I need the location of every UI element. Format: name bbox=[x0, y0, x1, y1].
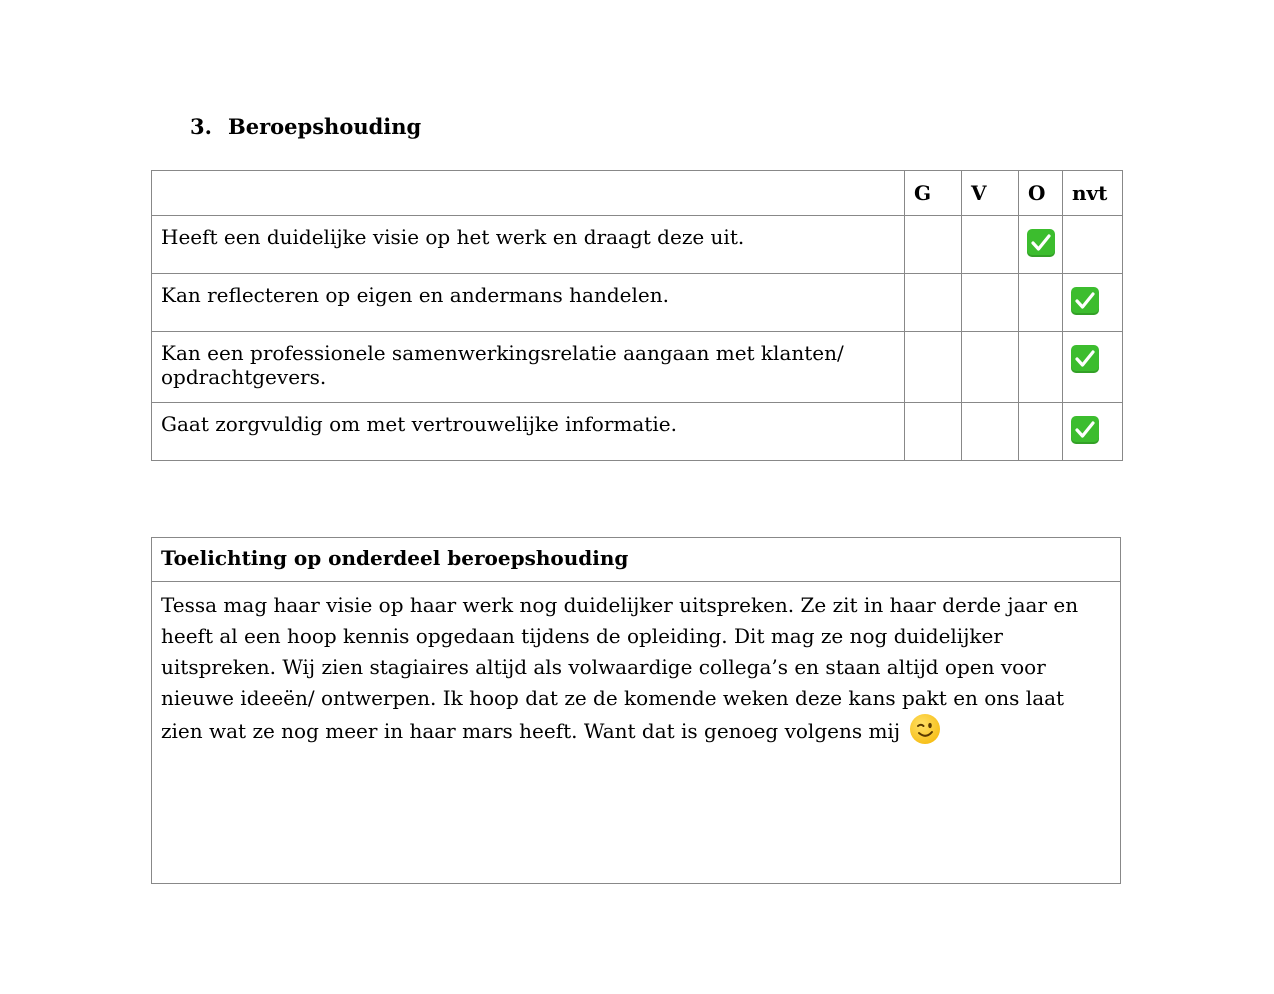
cell-o bbox=[1019, 274, 1063, 332]
explanation-body-wrapper bbox=[152, 582, 1120, 747]
explanation-title: Toelichting op onderdeel beroepshouding bbox=[152, 538, 1120, 582]
criterion-cell: Gaat zorgvuldig om met vertrouwelijke informatie. bbox=[152, 403, 905, 461]
table-row bbox=[152, 332, 1123, 403]
header-v: V bbox=[962, 171, 1019, 216]
table-row bbox=[152, 403, 1123, 461]
cell-g bbox=[905, 403, 962, 461]
explanation-box bbox=[151, 537, 1121, 884]
cell-o bbox=[1019, 216, 1063, 274]
cell-o bbox=[1019, 332, 1063, 403]
cell-v bbox=[962, 403, 1019, 461]
check-mark-icon bbox=[1071, 345, 1099, 373]
table-row bbox=[152, 216, 1123, 274]
cell-nvt bbox=[1063, 403, 1123, 461]
cell-v bbox=[962, 332, 1019, 403]
cell-o bbox=[1019, 403, 1063, 461]
table-row bbox=[152, 274, 1123, 332]
header-g: G bbox=[905, 171, 962, 216]
criterion-cell: Kan een professionele samenwerkingsrelatie aangaan met klanten/ opdrachtgevers. bbox=[152, 332, 905, 403]
header-o: O bbox=[1019, 171, 1063, 216]
explanation-body: Tessa mag haar visie op haar werk nog duidelijker uitspreken. Ze zit in haar derde jaar en heeft al een hoop kennis opgedaan tijdens de opleiding. Dit mag ze nog duidelijker uitspreken. Wij zien stagiaires altijd als volwaardige collega’s en staan altijd open voor nieuwe ideeën/ ontwerpen. Ik hoop dat ze de komende weken deze kans pakt en ons laat zien wat ze nog meer in haar mars heeft. Want dat is genoeg volgens mij bbox=[161, 593, 1079, 743]
cell-nvt bbox=[1063, 216, 1123, 274]
cell-v bbox=[962, 216, 1019, 274]
cell-g bbox=[905, 332, 962, 403]
criteria-table bbox=[151, 170, 1123, 461]
check-mark-icon bbox=[1071, 416, 1099, 444]
section-title: Beroepshouding bbox=[228, 114, 422, 139]
section-number: 3. bbox=[190, 114, 212, 139]
cell-v bbox=[962, 274, 1019, 332]
cell-g bbox=[905, 216, 962, 274]
check-mark-icon bbox=[1027, 229, 1055, 257]
criterion-cell: Heeft een duidelijke visie op het werk en draagt deze uit. bbox=[152, 216, 905, 274]
cell-nvt bbox=[1063, 332, 1123, 403]
check-mark-icon bbox=[1071, 287, 1099, 315]
table-header-row bbox=[152, 171, 1123, 216]
section-heading bbox=[190, 114, 421, 139]
cell-nvt bbox=[1063, 274, 1123, 332]
winking-face-icon bbox=[910, 714, 940, 744]
cell-g bbox=[905, 274, 962, 332]
header-criterion bbox=[152, 171, 905, 216]
criterion-cell: Kan reflecteren op eigen en andermans handelen. bbox=[152, 274, 905, 332]
header-nvt: nvt bbox=[1063, 171, 1123, 216]
